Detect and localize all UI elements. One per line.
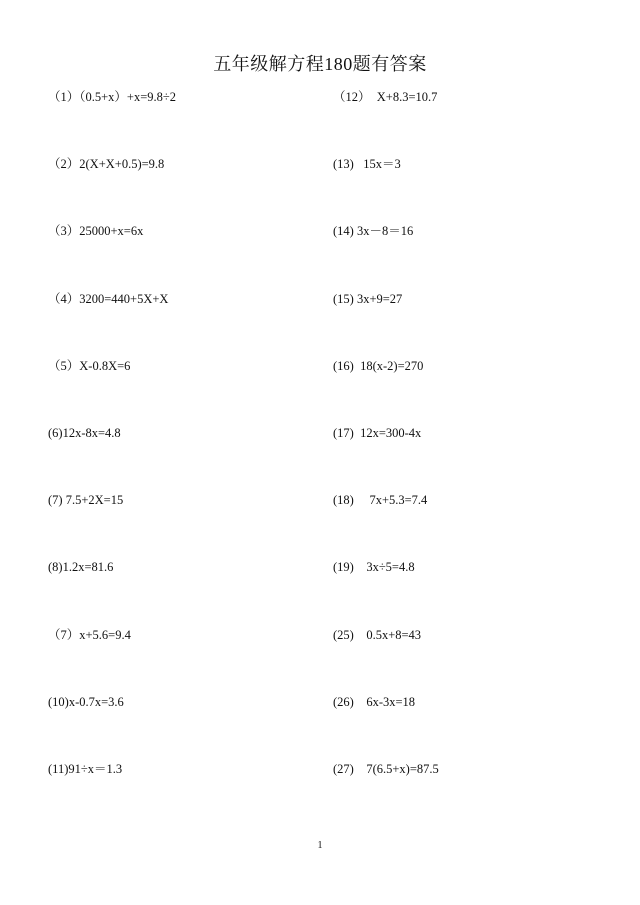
equation-item: (17) 12x=300-4x xyxy=(333,425,422,440)
equation-item: （1）（0.5+x）+x=9.8÷2 xyxy=(48,90,177,104)
equation-item: (26) 6x-3x=18 xyxy=(333,694,416,709)
right-column xyxy=(333,90,633,829)
equation-item: (11)91÷x＝1.3 xyxy=(48,761,123,776)
equation-item: （2）2(X+X+0.5)=9.8 xyxy=(48,157,165,172)
equation-item: (10)x-0.7x=3.6 xyxy=(48,694,124,709)
equation-item: (14) 3x－8＝16 xyxy=(333,224,414,239)
equation-item: (8)1.2x=81.6 xyxy=(48,560,114,575)
equation-item: (15) 3x+9=27 xyxy=(333,291,403,306)
equation-item: (25) 0.5x+8=43 xyxy=(333,627,422,642)
equation-item: (19) 3x÷5=4.8 xyxy=(333,560,415,575)
equation-item: (16) 18(x-2)=270 xyxy=(333,358,424,373)
equation-item: (6)12x-8x=4.8 xyxy=(48,425,121,440)
equation-item: （12） X+8.3=10.7 xyxy=(333,90,438,104)
equation-item: (13) 15x＝3 xyxy=(333,157,401,172)
page-number: 1 xyxy=(317,840,323,851)
equation-item: (27) 7(6.5+x)=87.5 xyxy=(333,761,439,776)
left-column xyxy=(48,90,348,829)
equation-item: (7) 7.5+2X=15 xyxy=(48,493,124,508)
equation-item: (18) 7x+5.3=7.4 xyxy=(333,493,428,508)
page-title: 五年级解方程180题有答案 xyxy=(213,54,427,74)
equation-item: （3）25000+x=6x xyxy=(48,224,144,239)
equation-item: （5）X-0.8X=6 xyxy=(48,358,131,373)
equation-item: （4）3200=440+5X+X xyxy=(48,291,169,306)
equation-item: （7）x+5.6=9.4 xyxy=(48,627,131,642)
